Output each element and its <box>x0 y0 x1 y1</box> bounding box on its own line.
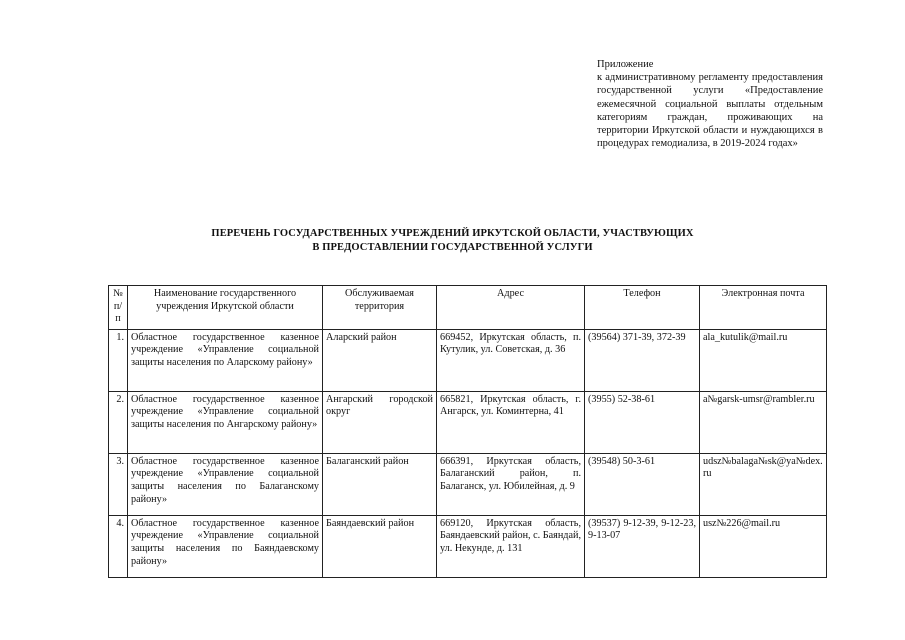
column-header-territory: Обслуживаемая территория <box>323 286 437 330</box>
table-row <box>109 391 827 453</box>
institution-name: Областное государственное казенное учреждение «Управление социальной защиты населения по Аларскому району» <box>128 329 323 391</box>
institution-phone: (3955) 52-38-61 <box>585 391 700 453</box>
appendix-title: Приложение <box>597 59 654 70</box>
institution-email: ala_kutulik@mail.ru <box>700 329 827 391</box>
institution-email: a№garsk-umsr@rambler.ru <box>700 391 827 453</box>
institution-email: usz№226@mail.ru <box>700 515 827 577</box>
appendix-block <box>597 58 823 150</box>
row-number: 3. <box>109 453 128 515</box>
institution-address: 665821, Иркутская область, г. Ангарск, ул. Коминтерна, 41 <box>437 391 585 453</box>
table-row <box>109 453 827 515</box>
document-title-line-1: ПЕРЕЧЕНЬ ГОСУДАРСТВЕННЫХ УЧРЕЖДЕНИЙ ИРКУТСКОЙ ОБЛАСТИ, УЧАСТВУЮЩИХ <box>211 228 694 239</box>
table-header-row <box>109 286 827 330</box>
institutions-table <box>108 285 827 578</box>
table-row <box>109 329 827 391</box>
column-header-address: Адрес <box>437 286 585 330</box>
service-territory: Балаганский район <box>323 453 437 515</box>
service-territory: Ангарский городской округ <box>323 391 437 453</box>
service-territory: Баяндаевский район <box>323 515 437 577</box>
document-title <box>0 227 905 255</box>
institution-address: 669120, Иркутская область, Баяндаевский район, с. Баяндай, ул. Некунде, д. 131 <box>437 515 585 577</box>
institution-phone: (39537) 9-12-39, 9-12-23, 9-13-07 <box>585 515 700 577</box>
table-row <box>109 515 827 577</box>
institution-phone: (39564) 371-39, 372-39 <box>585 329 700 391</box>
row-number: 4. <box>109 515 128 577</box>
column-header-number: № п/п <box>109 286 128 330</box>
institution-phone: (39548) 50-3-61 <box>585 453 700 515</box>
institution-address: 666391, Иркутская область, Балаганский район, п. Балаганск, ул. Юбилейная, д. 9 <box>437 453 585 515</box>
institution-email: udsz№balaga№sk@ya№dex.ru <box>700 453 827 515</box>
institution-name: Областное государственное казенное учреждение «Управление социальной защиты населения по Баяндаевскому району» <box>128 515 323 577</box>
appendix-text: к административному регламенту предоставления государственной услуги «Предоставление ежемесячной социальной выплаты отдельным категориям граждан, проживающих на территории Иркутской области и нуждающихся в процедурах гемодиализа, в 2019-2024 годах» <box>597 72 823 150</box>
institution-name: Областное государственное казенное учреждение «Управление социальной защиты населения по Балаганскому району» <box>128 453 323 515</box>
institution-name: Областное государственное казенное учреждение «Управление социальной защиты населения по Ангарскому району» <box>128 391 323 453</box>
column-header-institution: Наименование государственного учреждения Иркутской области <box>128 286 323 330</box>
column-header-email: Электронная почта <box>700 286 827 330</box>
row-number: 2. <box>109 391 128 453</box>
document-title-line-2: В ПРЕДОСТАВЛЕНИИ ГОСУДАРСТВЕННОЙ УСЛУГИ <box>312 242 593 253</box>
institution-address: 669452, Иркутская область, п. Кутулик, ул. Советская, д. 36 <box>437 329 585 391</box>
row-number: 1. <box>109 329 128 391</box>
column-header-phone: Телефон <box>585 286 700 330</box>
service-territory: Аларский район <box>323 329 437 391</box>
